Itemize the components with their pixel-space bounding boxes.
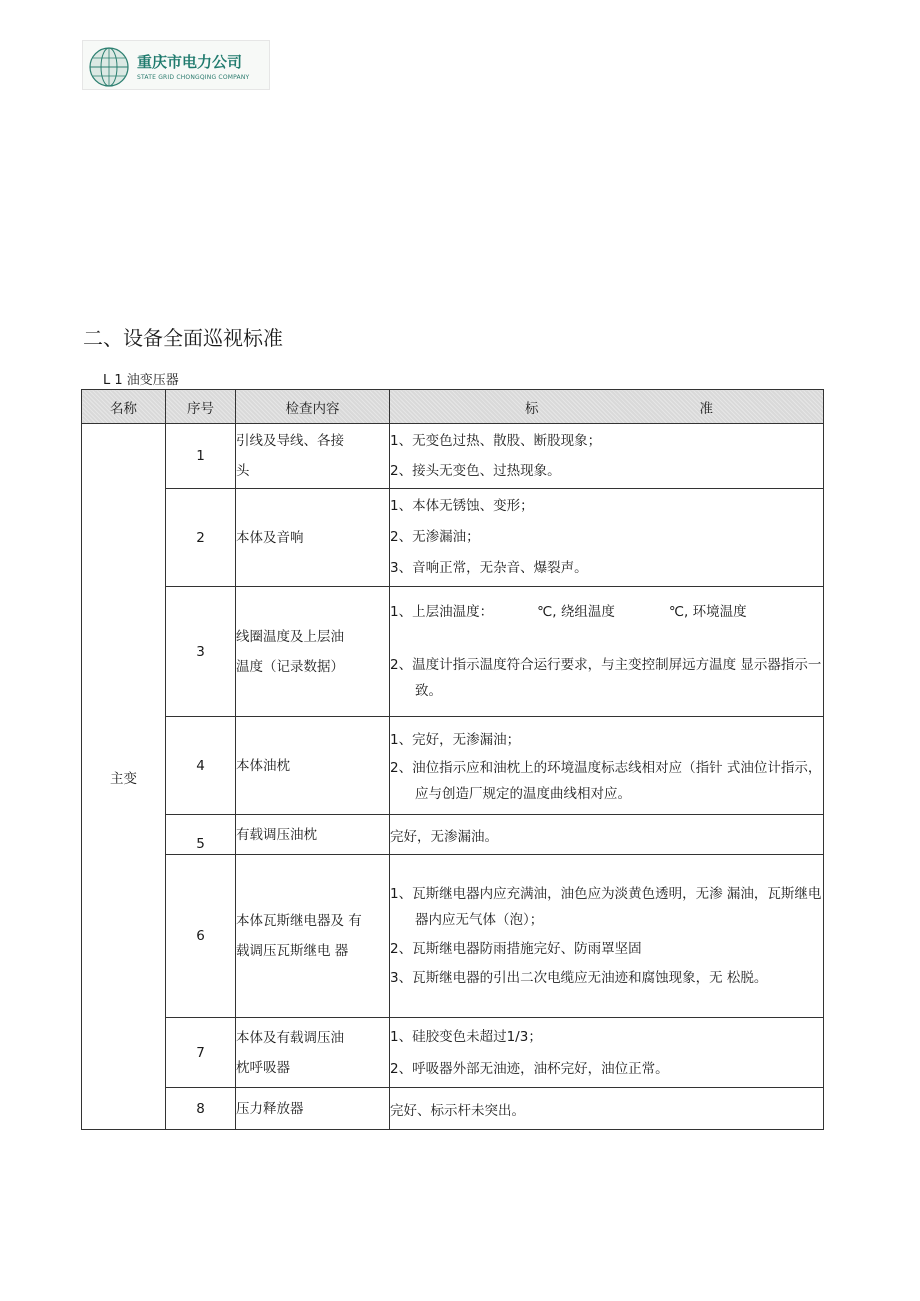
content-cell (236, 1018, 390, 1088)
content-cell: 压力释放器 (236, 1088, 390, 1130)
content-line: 本体及有载调压油 (236, 1029, 344, 1046)
criteria-cell (390, 489, 824, 587)
criteria-line: 1、完好，无渗漏油； (390, 731, 521, 748)
seq-cell: 5 (166, 815, 236, 855)
criteria-line: 3、瓦斯继电器的引出二次电缆应无油迹和腐蚀现象，无 松脱。 (390, 970, 768, 986)
column-header-content: 检查内容 (236, 390, 390, 424)
criteria-cell: 完好，无渗漏油。 (390, 815, 824, 855)
criteria-fragment: ℃, 绕组温度 (537, 603, 615, 620)
table-row (82, 855, 824, 1018)
content-line: 线圈温度及上层油 (236, 628, 344, 645)
content-line: 头 (236, 463, 250, 479)
seq-cell: 3 (166, 587, 236, 717)
criteria-line: 1、本体无锈蚀、变形； (390, 498, 534, 514)
criteria-cell (390, 587, 824, 717)
content-cell: 本体油枕 (236, 717, 390, 815)
content-cell (236, 424, 390, 489)
column-header-seq: 序号 (166, 390, 236, 424)
criteria-line: 2、温度计指示温度符合运行要求，与主变控制屏远方温度 显示器指示一致。 (390, 656, 822, 699)
logo-chinese-name: 重庆市电力公司 (137, 53, 243, 71)
criteria-line: 2、无渗漏油； (390, 529, 480, 545)
section-title: 二、设备全面巡视标准 (83, 326, 283, 350)
content-line: 枕呼吸器 (236, 1059, 290, 1076)
table-row (82, 587, 824, 717)
table-row (82, 1088, 824, 1130)
inspection-standard-table (81, 389, 824, 1130)
column-header-name: 名称 (82, 390, 166, 424)
content-cell (236, 855, 390, 1018)
table-row (82, 1018, 824, 1088)
criteria-line: 3、音响正常，无杂音、爆裂声。 (390, 560, 588, 576)
criteria-line: 1、无变色过热、散股、断股现象； (390, 433, 602, 449)
standard-header-right: 准 (699, 400, 713, 417)
company-logo (82, 40, 270, 90)
seq-cell: 7 (166, 1018, 236, 1088)
table-row (82, 717, 824, 815)
criteria-cell (390, 855, 824, 1018)
seq-cell: 4 (166, 717, 236, 815)
criteria-line: 2、接头无变色、过热现象。 (390, 463, 561, 479)
table-row (82, 424, 824, 489)
seq-cell: 8 (166, 1088, 236, 1130)
content-cell (236, 587, 390, 717)
table-row (82, 489, 824, 587)
column-header-standard (390, 390, 824, 424)
table-caption: L 1 油变压器 (103, 373, 179, 388)
content-cell: 本体及音响 (236, 489, 390, 587)
globe-icon (85, 43, 135, 89)
criteria-cell (390, 717, 824, 815)
criteria-line: 1、瓦斯继电器内应充满油，油色应为淡黄色透明，无渗 漏油，瓦斯继电器内应无气体（泡）； (390, 886, 822, 928)
criteria-cell (390, 1018, 824, 1088)
content-cell: 有载调压油枕 (236, 815, 390, 855)
content-line: 引线及导线、各接 (236, 433, 344, 449)
equipment-name-cell: 主变 (82, 424, 166, 1130)
logo-english-name: STATE GRID CHONGQING COMPANY (137, 74, 250, 81)
criteria-line (390, 600, 823, 624)
criteria-fragment: 1、上层油温度： (390, 603, 494, 620)
seq-cell: 2 (166, 489, 236, 587)
criteria-cell: 完好、标示杆未突出。 (390, 1088, 824, 1130)
criteria-line: 2、瓦斯继电器防雨措施完好、防雨罩坚固 (390, 941, 642, 957)
standard-header-left: 标 (525, 400, 539, 417)
content-line: 本体瓦斯继电器及 有 (236, 913, 362, 929)
criteria-cell (390, 424, 824, 489)
content-line: 载调压瓦斯继电 器 (236, 943, 349, 959)
content-line: 温度（记录数据） (236, 658, 344, 675)
table-row (82, 815, 824, 855)
criteria-line: 2、呼吸器外部无油迹，油杯完好，油位正常。 (390, 1060, 669, 1077)
criteria-fragment: ℃, 环境温度 (668, 603, 747, 620)
criteria-line: 2、油位指示应和油枕上的环境温度标志线相对应（指针 式油位计指示，应与创造厂规定的温度曲线相对应。 (390, 759, 822, 802)
seq-cell: 1 (166, 424, 236, 489)
table-header-row (82, 390, 824, 424)
criteria-line: 1、硅胶变色未超过1/3； (390, 1028, 542, 1045)
seq-cell: 6 (166, 855, 236, 1018)
